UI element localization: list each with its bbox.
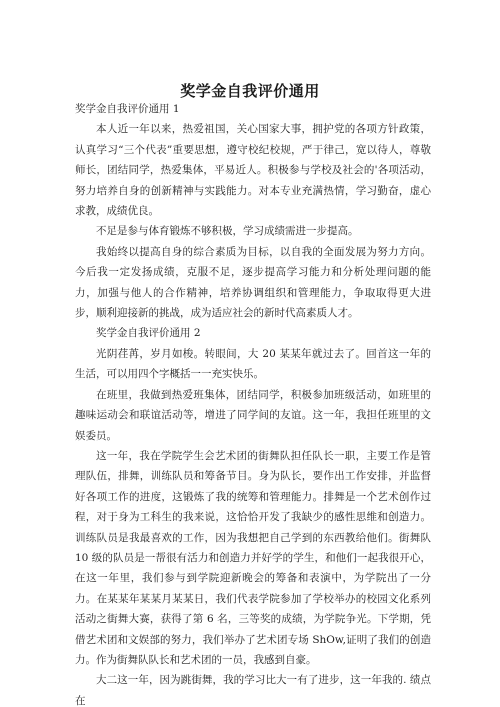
document-title: 奖学金自我评价通用 (180, 82, 320, 100)
document-paragraph: 不足是参与体育锻炼不够积极，学习成绩需进一步提高。 (96, 225, 359, 238)
document-paragraph: 奖学金自我评价通用 2 (96, 327, 201, 340)
document-paragraph: 我始终以提高自身的综合素质为目标，以自我的全面发展为努力方向。今后我一定发扬成绩，克服不足，逐步提高学习能力和分析处理问题的能力，加强与他人的合作精神，培养协调组织和管理能力，争取取得更大进步，顺利迎接新的挑战，成为适应社会的新时代高素质人才。 (75, 245, 431, 320)
document-body (75, 99, 431, 707)
document-paragraph: 奖学金自我评价通用 1 (75, 103, 180, 115)
document-paragraph: 这一年，我在学院学生会艺术团的街舞队担任队长一职，主要工作是管理队伍，排舞，训练队员和筹备节目。身为队长，要作出工作安排，并监督好各项工作的进度，这锻炼了我的统筹和管理能力。排舞是一个艺术创作过程，对于身为工科生的我来说，这恰恰开发了我缺少的感性思维和创造力。训练队员是我最喜欢的工作，因为我想把自己学到的东西教给他们。街舞队 10 级的队员是一帮很有活力和创造力并好学的学生，和他们一起我很开心，在这一年里，我们参与到学院迎新晚会的筹备和表演中，为学院出了一分力。在某某年某某月某某日，我们代表学院参加了学校举办的校园文化系列活动之街舞大赛，获得了第 6 名，三等奖的成绩，为学院争光。下学期，凭借艺术团和文娱部的努力，我们举办了艺术团专场 ShOw,证明了我们的创造力。作为街舞队队长和艺术团的一员，我感到自豪。 (75, 449, 431, 666)
document-paragraph: 本人近一年以来，热爱祖国，关心国家大事，拥护党的各项方针政策，认真学习“三个代表”重要思想，遵守校纪校规，严于律己，宽以待人，尊敬师长，团结同学，热爱集体，平易近人。积极参与学校及社会的'各项活动，努力培养自身的创新精神与实践能力。对本专业充满热情，学习勤奋，虚心求教，成绩优良。 (75, 123, 431, 218)
document-paragraph: 大二这一年，因为跳街舞，我的学习比大一有了进步，这一年我的. 绩点在 (75, 674, 431, 707)
document-paragraph: 光阴荏苒，岁月如梭。转眼间，大 20 某某年就过去了。回首这一年的生活，可以用四个字概括一一充实快乐。 (75, 347, 431, 381)
document-paragraph: 在班里，我做到热爱班集体，团结同学，积极参加班级活动，如班里的趣味运动会和联谊活动等，增进了同学间的友谊。这一年，我担任班里的文娱委员。 (75, 388, 431, 442)
